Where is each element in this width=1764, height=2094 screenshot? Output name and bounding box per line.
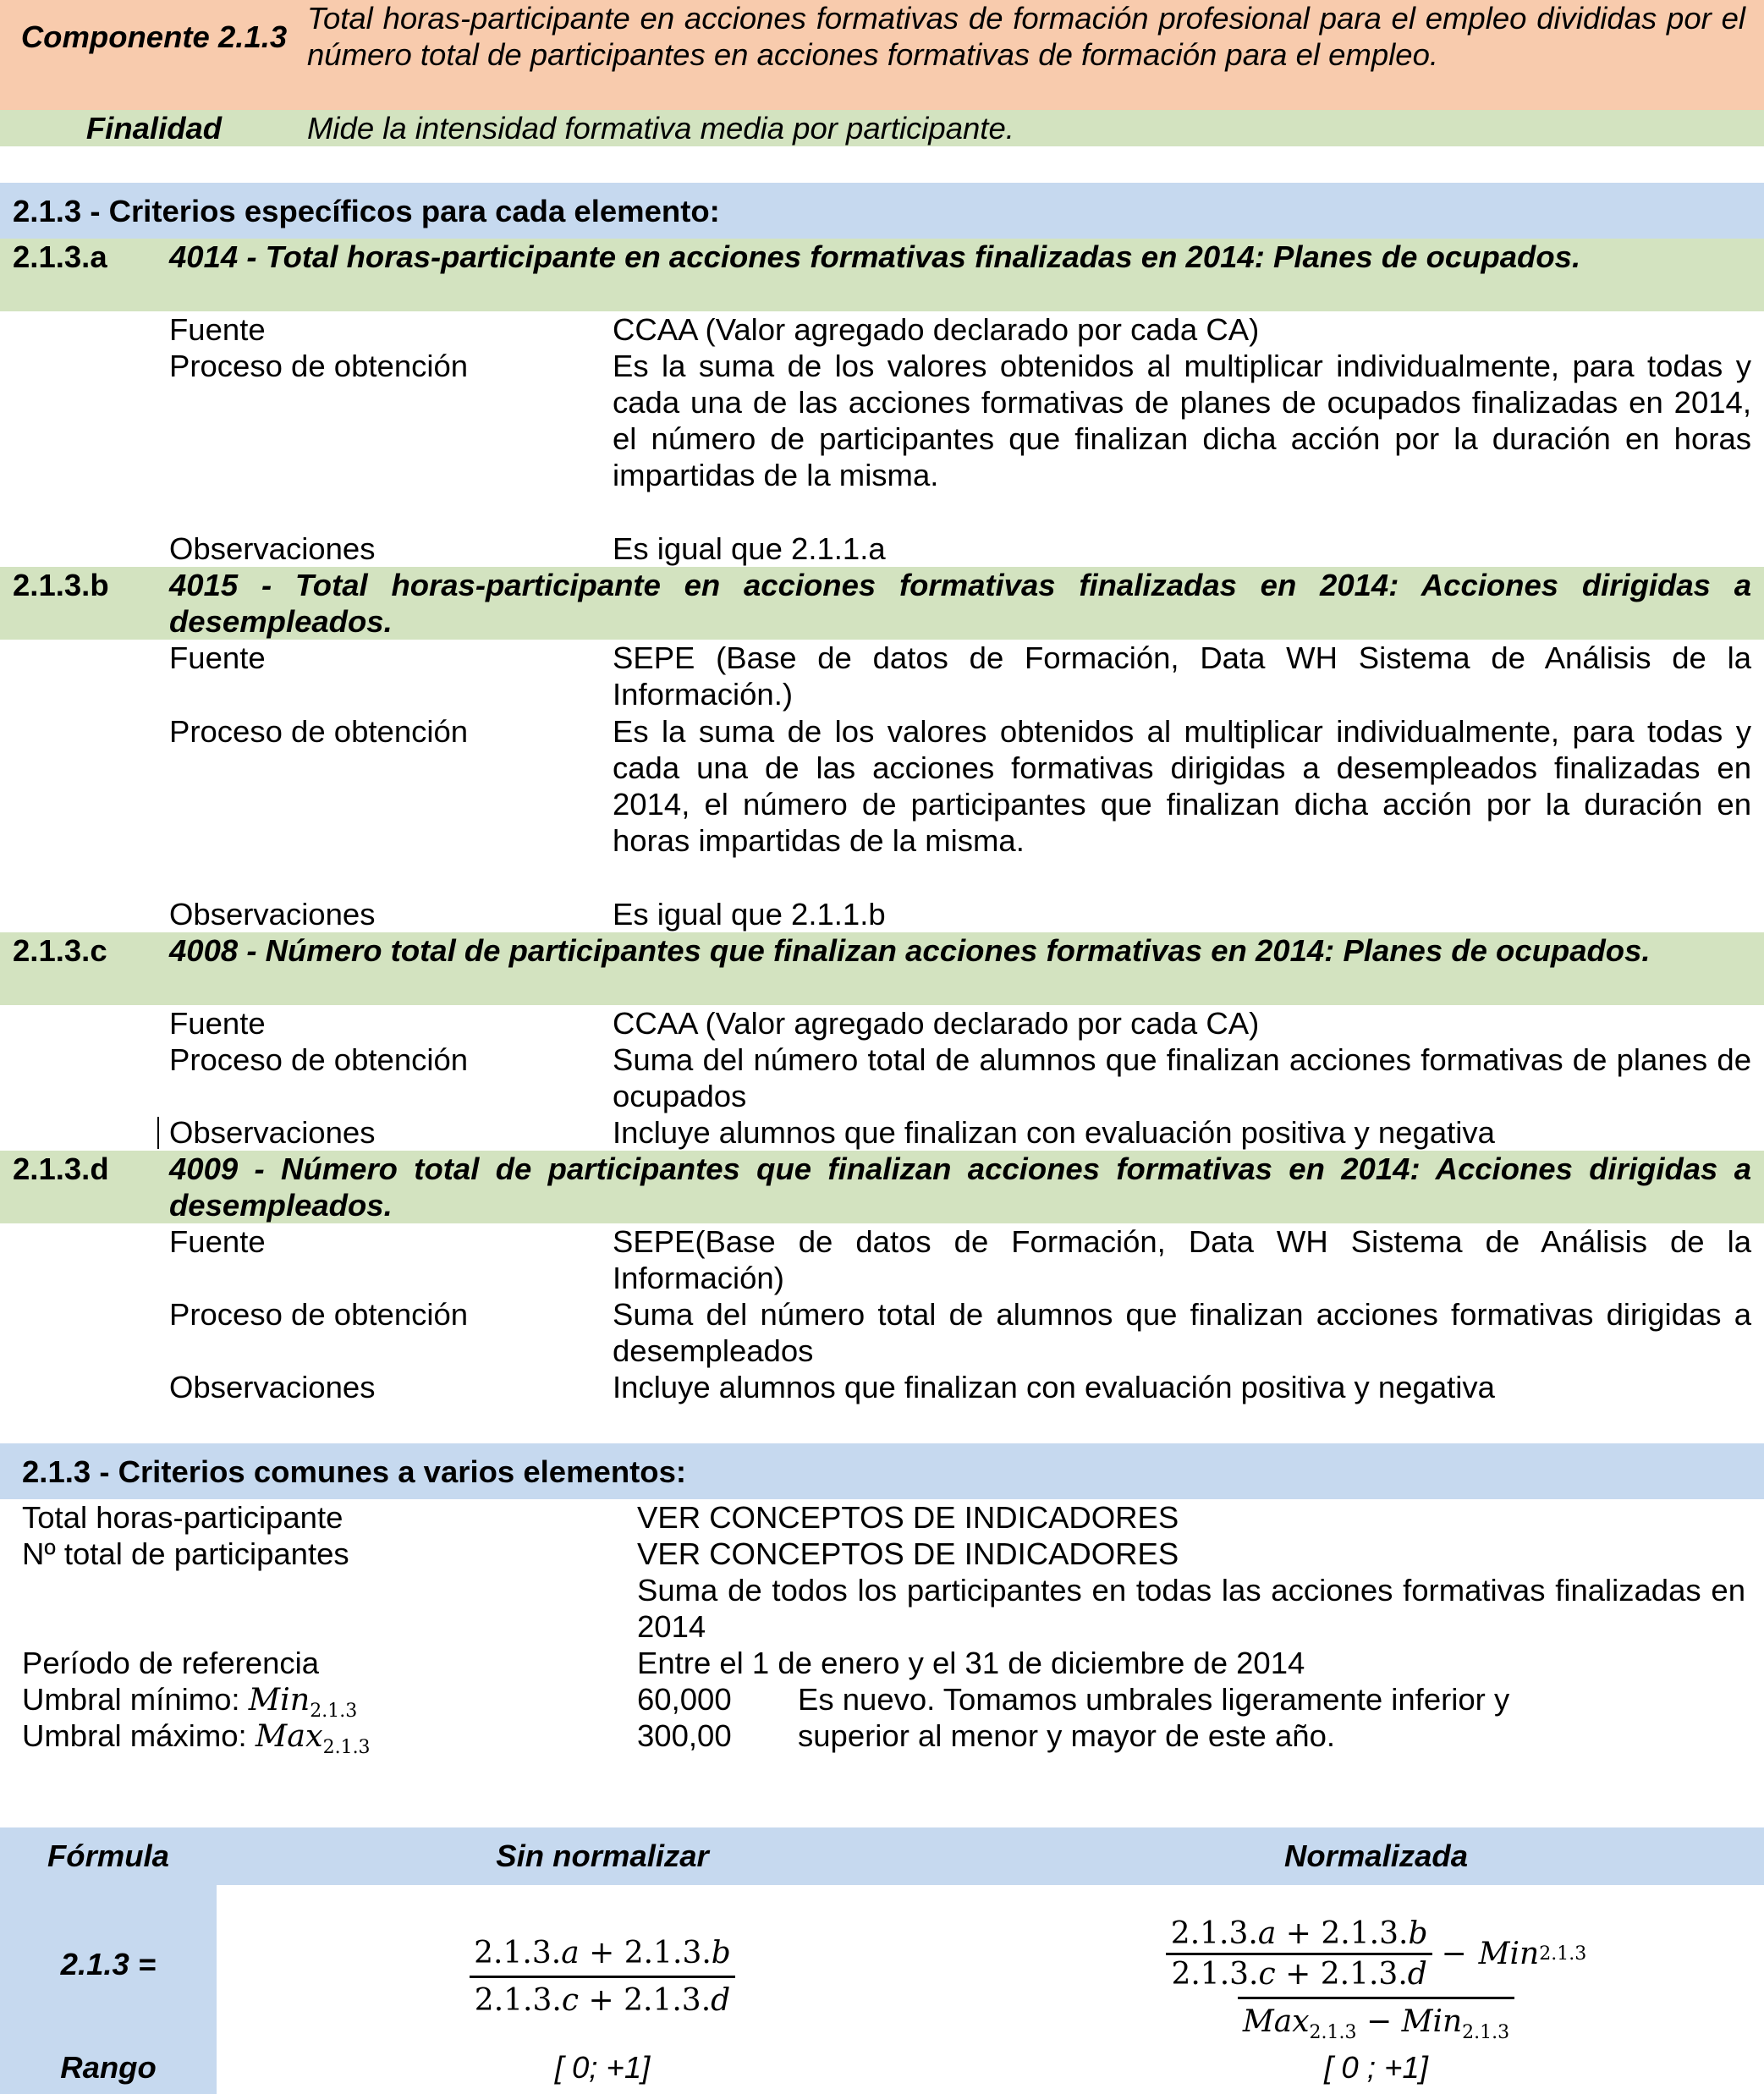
element-a-code: 2.1.3.a (13, 239, 107, 274)
element-c-fuente-value: CCAA (Valor agregado declarado por cada CA) (613, 1006, 1260, 1041)
element-d-fuente-value: SEPE(Base de datos de Formación, Data WH Sistema de Análisis de la Información) (613, 1224, 1751, 1295)
total-participantes-label: Nº total de participantes (22, 1536, 349, 1571)
formula-normalizada (988, 1895, 1764, 2064)
element-b-proceso-label: Proceso de obtención (169, 714, 469, 749)
element-a-fuente-label: Fuente (169, 312, 266, 347)
finalidad-text: Mide la intensidad formativa media por participante. (307, 111, 1014, 146)
fraction-norm-denominator: Max$_{2.1.3}$ − Min$_{2.1.3}$ (1238, 1997, 1514, 2043)
element-d-proceso-value: Suma del número total de alumnos que finalizan acciones formativas dirigidas a desempleados (613, 1297, 1751, 1368)
element-b-fuente-value: SEPE (Base de datos de Formación, Data WH Sistema de Análisis de la Información.) (613, 640, 1751, 712)
periodo-label: Período de referencia (22, 1646, 320, 1680)
element-d-obs-label: Observaciones (169, 1370, 376, 1404)
element-c-obs-label: Observaciones (169, 1115, 376, 1150)
element-d-title: 4009 - Número total de participantes que finalizan acciones formativas en 2014: Acciones dirigidas a desempleados. (169, 1151, 1751, 1223)
umbral-note-2: superior al menor y mayor de este año. (798, 1718, 1336, 1753)
col-sin-normalizar: Sin normalizar (496, 1838, 709, 1873)
total-horas-label: Total horas-participante (22, 1500, 343, 1535)
umbral-max-sub: 2.1.3 (322, 1737, 371, 1758)
col-formula: Fórmula (47, 1838, 169, 1873)
total-participantes-extra: Suma de todos los participantes en todas las acciones formativas finalizadas en 2014 (637, 1573, 1745, 1644)
element-b-fuente-label: Fuente (169, 640, 266, 675)
umbral-max-symbol: Max (255, 1718, 323, 1754)
element-c-proceso-label: Proceso de obtención (169, 1042, 469, 1077)
formula-row-label: 2.1.3 = (60, 1947, 157, 1981)
comunes-heading: 2.1.3 - Criterios comunes a varios elementos: (22, 1454, 687, 1489)
element-a-fuente-value: CCAA (Valor agregado declarado por cada CA) (613, 312, 1260, 347)
umbral-max-label (22, 1718, 371, 1766)
text-cursor (157, 1117, 159, 1149)
umbral-min-sub: 2.1.3 (310, 1701, 358, 1722)
fraction-sin-denominator: 2.1.3.c + 2.1.3.d (470, 1976, 735, 2018)
componente-label: Componente 2.1.3 (20, 19, 288, 54)
element-b-proceso-value: Es la suma de los valores obtenidos al multiplicar individualmente, para todas y cada una de las acciones formativas dirigidas a desempleados finalizadas en 2014, el número de participantes que finalizan dicha acción por la duración en horas impartidas de la misma. (613, 714, 1751, 858)
element-d-fuente-label: Fuente (169, 1224, 266, 1259)
fraction-norm-inner: $\frac{2.1.3.a + 2.1.3.b}{2.1.3.c + 2.1.3.d}$ (1166, 1916, 1433, 1992)
fraction-sin-numerator: 2.1.3.a + 2.1.3.b (474, 1935, 731, 1970)
element-c-proceso-value: Suma del número total de alumnos que finalizan acciones formativas de planes de ocupados (613, 1042, 1751, 1113)
element-c-fuente-label: Fuente (169, 1006, 266, 1041)
fraction-norm-numerator: $\frac{2.1.3.a + 2.1.3.b}{2.1.3.c + 2.1.3.d}$ − Min 2.1.3 (1161, 1916, 1591, 1997)
element-b-obs-value: Es igual que 2.1.1.b (613, 897, 886, 932)
element-c-code: 2.1.3.c (13, 933, 107, 968)
element-a-proceso-value: Es la suma de los valores obtenidos al multiplicar individualmente, para todas y cada una de las acciones formativas de planes de ocupados finalizadas en 2014, el número de participantes que finalizan dicha acción por la duración en horas impartidas de la misma. (613, 349, 1751, 492)
rango-norm: [ 0 ; +1] (1324, 2050, 1428, 2085)
umbral-max-value: 300,00 (637, 1718, 732, 1753)
element-a-title: 4014 - Total horas-participante en acciones formativas finalizadas en 2014: Planes de ocupados. (169, 239, 1581, 274)
element-a-obs-value: Es igual que 2.1.1.a (613, 531, 886, 566)
element-d-proceso-label: Proceso de obtención (169, 1297, 469, 1332)
fraction-norm (1161, 1916, 1591, 2043)
componente-text: Total horas-participante en acciones formativas de formación profesional para el empleo divididas por el número total de participantes en acciones formativas de formación para el empleo. (307, 1, 1745, 72)
rango-label: Rango (60, 2050, 157, 2085)
total-horas-value: VER CONCEPTOS DE INDICADORES (637, 1500, 1179, 1535)
periodo-value: Entre el 1 de enero y el 31 de diciembre de 2014 (637, 1646, 1305, 1680)
umbral-min-value: 60,000 (637, 1682, 732, 1717)
element-b-code: 2.1.3.b (13, 568, 109, 602)
umbral-note-1: Es nuevo. Tomamos umbrales ligeramente inferior y (798, 1682, 1510, 1717)
element-c-title: 4008 - Número total de participantes que finalizan acciones formativas en 2014: Planes de ocupados. (169, 933, 1651, 968)
element-c-obs-value: Incluye alumnos que finalizan con evaluación positiva y negativa (613, 1115, 1495, 1150)
rango-sin: [ 0; +1] (554, 2050, 651, 2085)
col-normalizada: Normalizada (1283, 1838, 1469, 1873)
element-b-title: 4015 - Total horas-participante en acciones formativas finalizadas en 2014: Acciones dirigidas a desempleados. (169, 568, 1751, 639)
element-b-obs-label: Observaciones (169, 897, 376, 932)
element-a-obs-label: Observaciones (169, 531, 376, 566)
umbral-max-text: Umbral máximo: (22, 1718, 247, 1753)
umbral-min-text: Umbral mínimo: (22, 1682, 240, 1717)
formula-sin-normalizar (217, 1909, 988, 2044)
element-a-proceso-label: Proceso de obtención (169, 349, 469, 383)
finalidad-label: Finalidad (85, 111, 223, 146)
fraction-sin (469, 1936, 736, 2018)
especificos-heading: 2.1.3 - Criterios específicos para cada elemento: (13, 194, 720, 228)
element-d-obs-value: Incluye alumnos que finalizan con evaluación positiva y negativa (613, 1370, 1495, 1404)
total-participantes-value: VER CONCEPTOS DE INDICADORES (637, 1536, 1179, 1571)
element-d-code: 2.1.3.d (13, 1151, 109, 1186)
umbral-min-symbol: Min (248, 1681, 310, 1718)
